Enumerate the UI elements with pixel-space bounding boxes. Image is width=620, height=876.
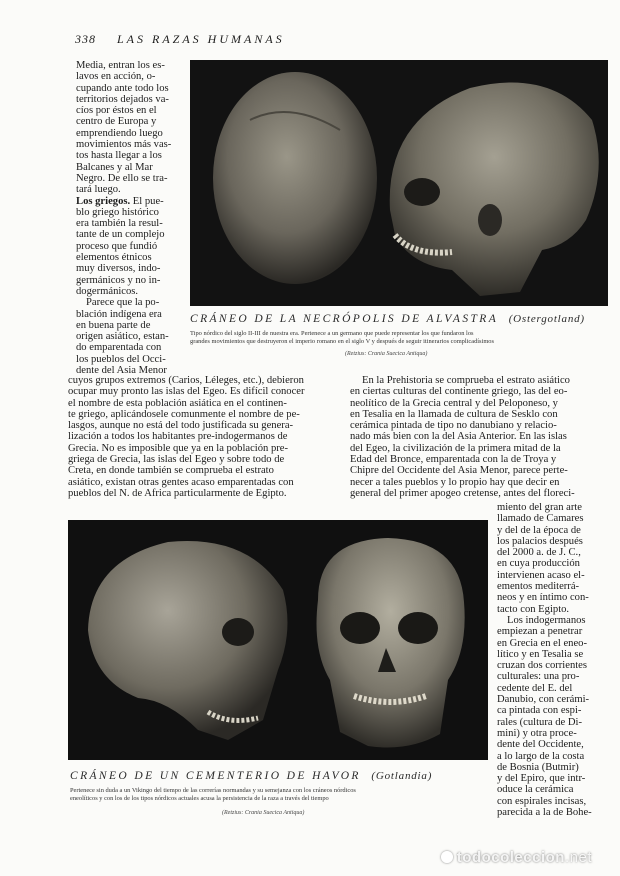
figure-havor-title: CRÁNEO DE UN CEMENTERIO DE HAVOR (Gotlandia)	[70, 770, 433, 782]
text-line: dente del Asia Menor	[76, 365, 167, 377]
text-line: Edad del Bronce, emparentada con la de Troya y	[350, 454, 557, 466]
text-line: tará luego.	[76, 184, 121, 196]
text-line: neos y en íntimo con-	[497, 592, 589, 604]
text-line: Chipre del Occidente del Asia Menor, parece perte-	[350, 465, 568, 477]
text-line: rales (cultura de Di-	[497, 716, 583, 728]
figure-havor-description: Pertenece sin duda a un Vikingo del tiempo de las correrías normandas y su semejanza con los cráneos nórdicos eneolíticos y con los de los tipos nórdicos actuales acusa la persistencia de la raza a través del tiempo	[70, 787, 356, 802]
text-line: lavos en acción, o-	[76, 71, 156, 83]
figure-alvastra-credit: (Retzius: Crania Suecica Antiqua)	[345, 351, 428, 357]
text-line: territorios dejados va-	[76, 93, 169, 105]
text-line: Los indogermanos	[507, 614, 586, 626]
text-line: del Egeo, la civilización de la primera mitad de la	[350, 442, 561, 454]
text-line: emprendiendo luego	[76, 127, 163, 139]
text-line: movimientos más vas-	[76, 139, 172, 151]
text-line: dogermánicos.	[76, 285, 139, 297]
text-line: Grecia. No es imposible que ya en la población pre-	[68, 442, 289, 454]
text-line: tante de un complejo	[76, 229, 165, 241]
section-heading-griegos: Los griegos.	[76, 195, 131, 207]
text-line: ementos mediterrá-	[497, 581, 580, 593]
text-line: culturales: una pro-	[497, 671, 580, 683]
text-line: intervienen acaso el-	[497, 569, 585, 581]
watermark-logo: todocoleccion.net	[441, 849, 592, 866]
text-line: oduce la cerámica	[497, 784, 574, 796]
figure-havor-credit: (Retzius: Crania Suecica Antiqua)	[222, 810, 305, 816]
text-line: Media, entran los es-	[76, 60, 165, 71]
page-number: 338	[75, 32, 96, 46]
text-line: parecida a la de Bohe-	[497, 807, 592, 819]
text-line: En la Prehistoria se comprueba el estrato asiático	[362, 375, 570, 386]
figure-alvastra-title: CRÁNEO DE LA NECRÓPOLIS DE ALVASTRA (Ostergotland)	[190, 313, 585, 325]
text-line: miento del gran arte	[497, 502, 583, 513]
text-line: en Grecia en el eneo-	[497, 637, 587, 649]
text-line: Balcanes y al Mar	[76, 161, 153, 173]
text-line: con espirales incisas,	[497, 795, 587, 807]
text-line: griega de Grecia, las islas del Egeo y sobre todo de	[68, 454, 285, 466]
figure-alvastra-description: Tipo nórdico del siglo II-III de nuestra era. Pertenece a un germano que puede representar los que fundaron los grandes movimientos que destruyeron el imperio romano en el siglo V y después de seguir itinerarios complicadísimos	[190, 330, 494, 345]
right-narrow-column	[497, 502, 612, 818]
right-wide-paragraph	[350, 375, 612, 499]
running-head: LAS RAZAS HUMANAS	[117, 32, 285, 46]
text-line: muy diversos, indo-	[76, 263, 161, 275]
text-line: elementos étnicos	[76, 252, 152, 264]
text-line: dente del Occidente,	[497, 739, 584, 751]
text-line: Parece que la po-	[86, 297, 160, 309]
text-line: en buena parte de	[76, 319, 151, 331]
text-line: cedente del E. del	[497, 682, 573, 694]
griegos-paragraph-start: Los griegos. El pue-	[76, 195, 164, 207]
skull-photograph-2	[68, 520, 488, 760]
text-line: ca pintada con espi-	[497, 705, 582, 717]
text-line: los palacios después	[497, 535, 583, 547]
text-line: nado más bien con la del Asia Anterior. En las islas	[350, 431, 567, 443]
text-line: mini) y otra proce-	[497, 727, 577, 739]
text-line: cerámica pintada de tipo no danubiano y relacio-	[350, 420, 557, 432]
left-column	[76, 60, 186, 376]
text-line: origen asiático, estan-	[76, 331, 169, 343]
text-line: en ciertas culturas del continente griego, las del eo-	[350, 386, 568, 398]
text-line: Negro. De ello se tra-	[76, 172, 168, 184]
left-wide-paragraph	[68, 375, 330, 499]
text-line: blación indígena era	[76, 308, 162, 320]
text-line: cíos por éstos en el	[76, 105, 157, 117]
text-line: centro de Europa y	[76, 116, 157, 128]
text-line: cruzan dos corrientes	[497, 660, 588, 672]
text-line: cupando ante todo los	[76, 82, 169, 94]
text-line: general del primer apogeo cretense, antes del floreci-	[350, 487, 575, 499]
figure-alvastra-photo	[190, 60, 608, 306]
skull-front-view	[317, 538, 465, 748]
text-line: asiático, existan otras gentes acaso emparentadas con	[68, 476, 294, 488]
text-line: germánicos y no in-	[76, 274, 161, 286]
text-line: neolítico de la Grecia central y del Peloponeso, y	[350, 397, 558, 409]
text-line: necer a tales pueblos y lo propio hay que decir en	[350, 476, 560, 488]
text-line: del 2000 a. de J. C.,	[497, 547, 581, 559]
text-line: era también la resul-	[76, 218, 163, 230]
text-line: proceso que fundió	[76, 240, 158, 252]
text-line: los pueblos del Occi-	[76, 353, 166, 365]
text-line: do emparentada con	[76, 342, 162, 354]
text-line: blo griego histórico	[76, 206, 159, 218]
skull-photograph-1	[190, 60, 608, 306]
text-line: lasgos, aunque no está del todo justificada su genera-	[68, 420, 294, 432]
text-line: de Bosnia (Butmir)	[497, 761, 579, 773]
text-line: llamado de Camares	[497, 513, 584, 525]
text-line: tos hasta llegar a los	[76, 150, 162, 162]
text-line: en cuya producción	[497, 558, 580, 570]
text-line: el nombre de esta población asiática en el continen-	[68, 397, 287, 409]
skull-top-view	[213, 72, 377, 284]
text-line: te griego, aplicándosele comunmente el nombre de pe-	[68, 408, 300, 420]
text-line: Danubio, con cerámi-	[497, 694, 590, 706]
text-line: a lo largo de la costa	[497, 750, 585, 762]
text-line: ocupar muy pronto las islas del Egeo. Es difícil conocer	[68, 386, 305, 398]
watermark-dot-icon	[441, 851, 453, 863]
text-line: cuyos grupos extremos (Carios, Léleges, etc.), debieron	[68, 375, 304, 386]
text-line: y del de la época de	[497, 524, 581, 536]
text-line: empiezan a penetrar	[497, 626, 583, 638]
text-line: y del Epiro, que intr-	[497, 773, 586, 785]
text-line: lización a todos los habitantes pre-indogermanos de	[68, 431, 288, 443]
figure-havor-photo	[68, 520, 488, 760]
text-line: en Tesalia en la llamada de cultura de Sesklo con	[350, 408, 558, 420]
text-line: pueblos del N. de Africa particularmente de Egipto.	[68, 487, 287, 499]
text-line: lítico y en Tesalia se	[497, 648, 584, 660]
text-line: Creta, en donde también se comprueba el estrato	[68, 465, 274, 477]
text-line: tacto con Egipto.	[497, 603, 570, 615]
